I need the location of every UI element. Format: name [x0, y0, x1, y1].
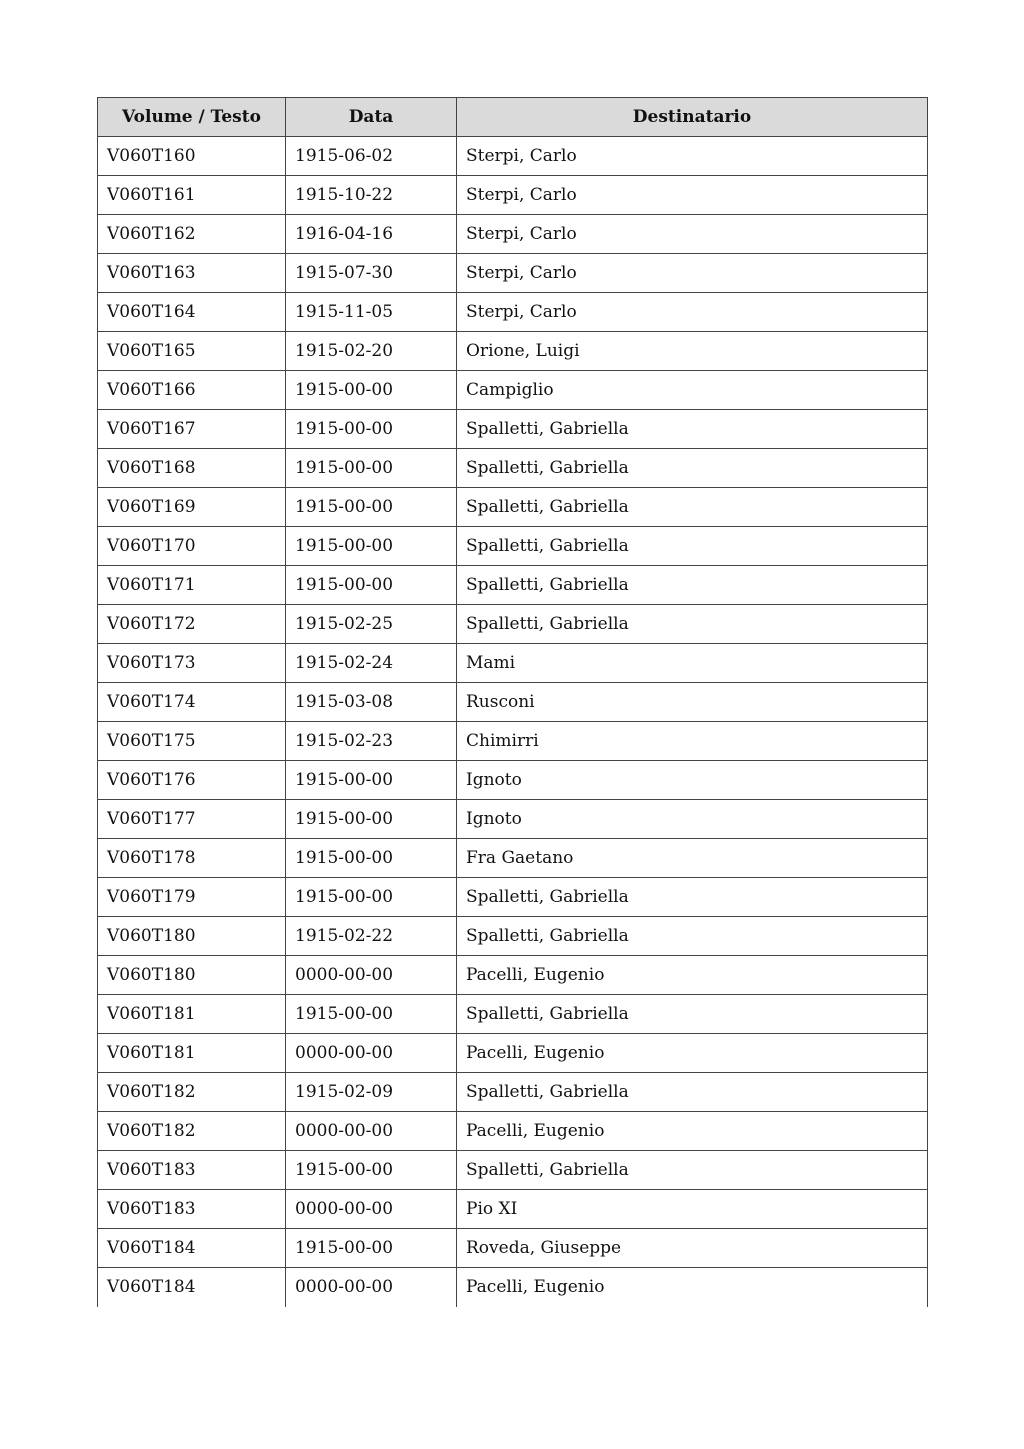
cell-volume-testo: V060T182: [98, 1112, 286, 1151]
table-row: [98, 800, 928, 839]
cell-destinatario: Spalletti, Gabriella: [457, 1151, 928, 1190]
cell-destinatario: Spalletti, Gabriella: [457, 917, 928, 956]
cell-volume-testo: V060T184: [98, 1268, 286, 1307]
cell-destinatario: Campiglio: [457, 371, 928, 410]
cell-volume-testo: V060T179: [98, 878, 286, 917]
cell-data: 1915-00-00: [286, 566, 457, 605]
cell-volume-testo: V060T170: [98, 527, 286, 566]
cell-destinatario: Spalletti, Gabriella: [457, 488, 928, 527]
table-row: [98, 176, 928, 215]
table-row: [98, 1073, 928, 1112]
cell-data: 1915-00-00: [286, 839, 457, 878]
cell-destinatario: Mami: [457, 644, 928, 683]
table-row: [98, 1229, 928, 1268]
cell-volume-testo: V060T176: [98, 761, 286, 800]
cell-volume-testo: V060T178: [98, 839, 286, 878]
cell-data: 1915-00-00: [286, 527, 457, 566]
cell-data: 1915-06-02: [286, 137, 457, 176]
cell-volume-testo: V060T183: [98, 1151, 286, 1190]
cell-destinatario: Ignoto: [457, 761, 928, 800]
cell-destinatario: Orione, Luigi: [457, 332, 928, 371]
cell-data: 1915-00-00: [286, 800, 457, 839]
cell-data: 1916-04-16: [286, 215, 457, 254]
cell-destinatario: Spalletti, Gabriella: [457, 449, 928, 488]
cell-destinatario: Pacelli, Eugenio: [457, 1268, 928, 1307]
table-row: [98, 878, 928, 917]
cell-volume-testo: V060T161: [98, 176, 286, 215]
cell-volume-testo: V060T165: [98, 332, 286, 371]
cell-data: 0000-00-00: [286, 1034, 457, 1073]
cell-data: 0000-00-00: [286, 1268, 457, 1307]
table-row: [98, 605, 928, 644]
cell-data: 0000-00-00: [286, 956, 457, 995]
table-header-row: [98, 98, 928, 137]
cell-destinatario: Sterpi, Carlo: [457, 176, 928, 215]
cell-volume-testo: V060T160: [98, 137, 286, 176]
table-row: [98, 332, 928, 371]
cell-volume-testo: V060T175: [98, 722, 286, 761]
cell-data: 1915-00-00: [286, 995, 457, 1034]
cell-destinatario: Ignoto: [457, 800, 928, 839]
cell-destinatario: Spalletti, Gabriella: [457, 1073, 928, 1112]
table-row: [98, 956, 928, 995]
cell-data: 1915-10-22: [286, 176, 457, 215]
cell-data: 1915-00-00: [286, 410, 457, 449]
cell-volume-testo: V060T181: [98, 995, 286, 1034]
cell-destinatario: Pacelli, Eugenio: [457, 1112, 928, 1151]
table-row: [98, 254, 928, 293]
cell-data: 1915-07-30: [286, 254, 457, 293]
cell-destinatario: Chimirri: [457, 722, 928, 761]
cell-volume-testo: V060T182: [98, 1073, 286, 1112]
table-row: [98, 761, 928, 800]
cell-data: 1915-00-00: [286, 878, 457, 917]
cell-volume-testo: V060T173: [98, 644, 286, 683]
table-body: [98, 137, 928, 1307]
cell-volume-testo: V060T184: [98, 1229, 286, 1268]
table-row: [98, 722, 928, 761]
table-row: [98, 644, 928, 683]
cell-data: 1915-00-00: [286, 371, 457, 410]
cell-destinatario: Spalletti, Gabriella: [457, 995, 928, 1034]
cell-volume-testo: V060T171: [98, 566, 286, 605]
cell-destinatario: Sterpi, Carlo: [457, 215, 928, 254]
cell-destinatario: Roveda, Giuseppe: [457, 1229, 928, 1268]
cell-destinatario: Pacelli, Eugenio: [457, 956, 928, 995]
header-volume-testo: Volume / Testo: [98, 98, 286, 137]
table-row: [98, 410, 928, 449]
cell-data: 1915-02-20: [286, 332, 457, 371]
cell-destinatario: Spalletti, Gabriella: [457, 605, 928, 644]
cell-data: 1915-11-05: [286, 293, 457, 332]
cell-destinatario: Spalletti, Gabriella: [457, 566, 928, 605]
cell-destinatario: Pacelli, Eugenio: [457, 1034, 928, 1073]
table-row: [98, 293, 928, 332]
table-row: [98, 839, 928, 878]
cell-destinatario: Spalletti, Gabriella: [457, 410, 928, 449]
cell-destinatario: Spalletti, Gabriella: [457, 878, 928, 917]
header-destinatario: Destinatario: [457, 98, 928, 137]
table-row: [98, 371, 928, 410]
cell-data: 1915-00-00: [286, 488, 457, 527]
cell-destinatario: Fra Gaetano: [457, 839, 928, 878]
cell-data: 1915-00-00: [286, 761, 457, 800]
table-row: [98, 566, 928, 605]
cell-data: 0000-00-00: [286, 1112, 457, 1151]
cell-data: 1915-00-00: [286, 1151, 457, 1190]
cell-destinatario: Sterpi, Carlo: [457, 254, 928, 293]
table-row: [98, 1034, 928, 1073]
cell-volume-testo: V060T172: [98, 605, 286, 644]
table-row: [98, 1190, 928, 1229]
table-row: [98, 215, 928, 254]
table-row: [98, 683, 928, 722]
cell-volume-testo: V060T174: [98, 683, 286, 722]
cell-volume-testo: V060T177: [98, 800, 286, 839]
cell-data: 1915-02-25: [286, 605, 457, 644]
cell-destinatario: Sterpi, Carlo: [457, 293, 928, 332]
letters-table: [97, 97, 928, 1307]
cell-volume-testo: V060T180: [98, 956, 286, 995]
cell-destinatario: Sterpi, Carlo: [457, 137, 928, 176]
cell-data: 1915-03-08: [286, 683, 457, 722]
cell-data: 1915-00-00: [286, 1229, 457, 1268]
cell-volume-testo: V060T163: [98, 254, 286, 293]
cell-volume-testo: V060T164: [98, 293, 286, 332]
table-row: [98, 137, 928, 176]
cell-volume-testo: V060T167: [98, 410, 286, 449]
cell-data: 1915-02-09: [286, 1073, 457, 1112]
cell-destinatario: Pio XI: [457, 1190, 928, 1229]
header-data: Data: [286, 98, 457, 137]
cell-data: 1915-02-22: [286, 917, 457, 956]
cell-volume-testo: V060T169: [98, 488, 286, 527]
table-row: [98, 1268, 928, 1307]
cell-volume-testo: V060T180: [98, 917, 286, 956]
cell-destinatario: Rusconi: [457, 683, 928, 722]
cell-data: 1915-00-00: [286, 449, 457, 488]
cell-data: 0000-00-00: [286, 1190, 457, 1229]
cell-volume-testo: V060T183: [98, 1190, 286, 1229]
table-row: [98, 527, 928, 566]
table-row: [98, 917, 928, 956]
cell-destinatario: Spalletti, Gabriella: [457, 527, 928, 566]
cell-volume-testo: V060T168: [98, 449, 286, 488]
table-row: [98, 1151, 928, 1190]
cell-volume-testo: V060T166: [98, 371, 286, 410]
cell-data: 1915-02-24: [286, 644, 457, 683]
table-row: [98, 1112, 928, 1151]
cell-volume-testo: V060T181: [98, 1034, 286, 1073]
table-row: [98, 488, 928, 527]
table-row: [98, 995, 928, 1034]
table-row: [98, 449, 928, 488]
cell-data: 1915-02-23: [286, 722, 457, 761]
document-page: [97, 97, 927, 1307]
cell-volume-testo: V060T162: [98, 215, 286, 254]
